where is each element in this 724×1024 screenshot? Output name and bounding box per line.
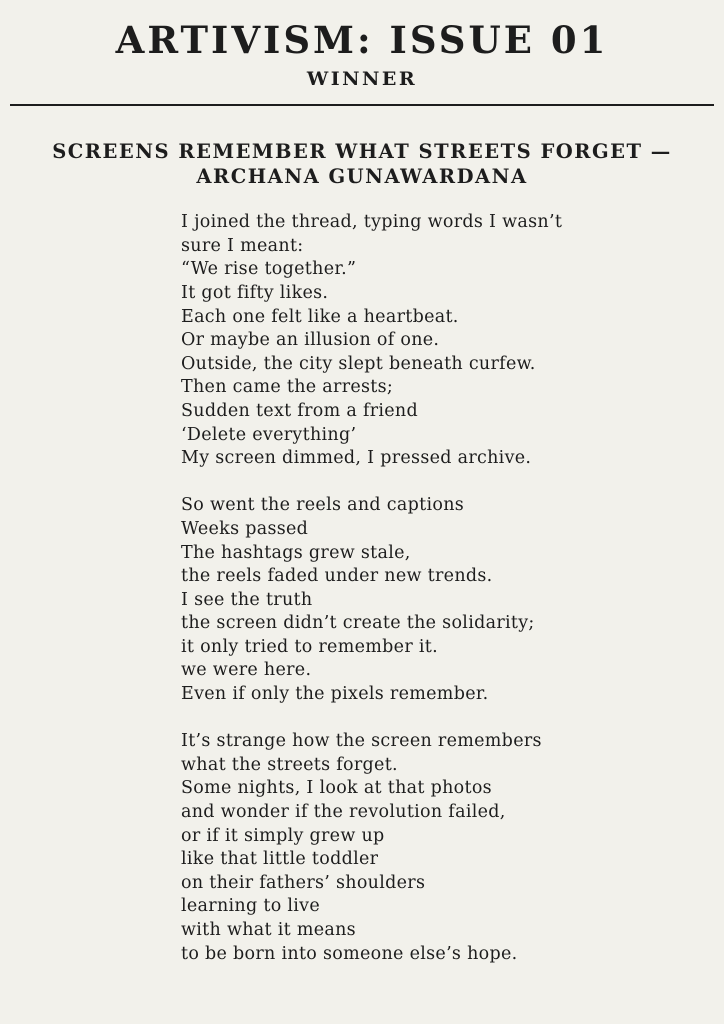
poem-line: My screen dimmed, I pressed archive. bbox=[181, 448, 532, 469]
poem-line: like that little toddler bbox=[181, 849, 379, 870]
poem-line: learning to live bbox=[181, 896, 321, 917]
poem-line: Sudden text from a friend bbox=[181, 400, 419, 421]
poem-line: or if it simply grew up bbox=[181, 825, 385, 846]
poem-title bbox=[0, 106, 724, 189]
poem-title-line1: SCREENS REMEMBER WHAT STREETS FORGET — bbox=[52, 140, 672, 164]
poem-line: The hashtags grew stale, bbox=[181, 542, 411, 563]
poem-line: the reels faded under new trends. bbox=[181, 566, 493, 587]
poem-line: the screen didn’t create the solidarity; bbox=[181, 613, 535, 634]
poem-line: to be born into someone else’s hope. bbox=[181, 943, 518, 964]
header bbox=[0, 0, 724, 90]
poem-line: on their fathers’ shoulders bbox=[181, 872, 426, 893]
stanza bbox=[181, 211, 664, 471]
poem-line: Then came the arrests; bbox=[181, 377, 394, 398]
winner-label: WINNER bbox=[306, 67, 418, 90]
poem-line: sure I meant: bbox=[181, 235, 304, 256]
stanza bbox=[181, 730, 664, 966]
poem-line: ‘Delete everything’ bbox=[181, 424, 357, 445]
poem-line: It got fifty likes. bbox=[181, 282, 329, 303]
poem-line: So went the reels and captions bbox=[181, 495, 465, 516]
poem-section bbox=[0, 106, 724, 966]
poem-line: It’s strange how the screen remembers bbox=[181, 731, 542, 752]
poem-line: we were here. bbox=[181, 660, 312, 681]
poem-line: Some nights, I look at that photos bbox=[181, 778, 492, 799]
poem-line: I see the truth bbox=[181, 589, 313, 610]
poem-line: Or maybe an illusion of one. bbox=[181, 330, 440, 351]
poem-line: it only tried to remember it. bbox=[181, 636, 438, 657]
poem-body bbox=[0, 211, 724, 966]
issue-title: ARTIVISM: ISSUE 01 bbox=[115, 18, 609, 62]
poem-line: Even if only the pixels remember. bbox=[181, 684, 489, 705]
poem-line: Weeks passed bbox=[181, 518, 309, 539]
poem-line: Each one felt like a heartbeat. bbox=[181, 306, 459, 327]
stanza bbox=[181, 494, 664, 706]
poem-line: I joined the thread, typing words I wasn’t bbox=[181, 212, 563, 233]
poem-line: with what it means bbox=[181, 920, 356, 940]
poem-line: “We rise together.” bbox=[181, 259, 357, 280]
poem-line: and wonder if the revolution failed, bbox=[181, 802, 506, 823]
poem-line: Outside, the city slept beneath curfew. bbox=[181, 353, 536, 374]
poem-line: what the streets forget. bbox=[181, 754, 398, 775]
poem-title-line2: ARCHANA GUNAWARDANA bbox=[196, 165, 528, 189]
